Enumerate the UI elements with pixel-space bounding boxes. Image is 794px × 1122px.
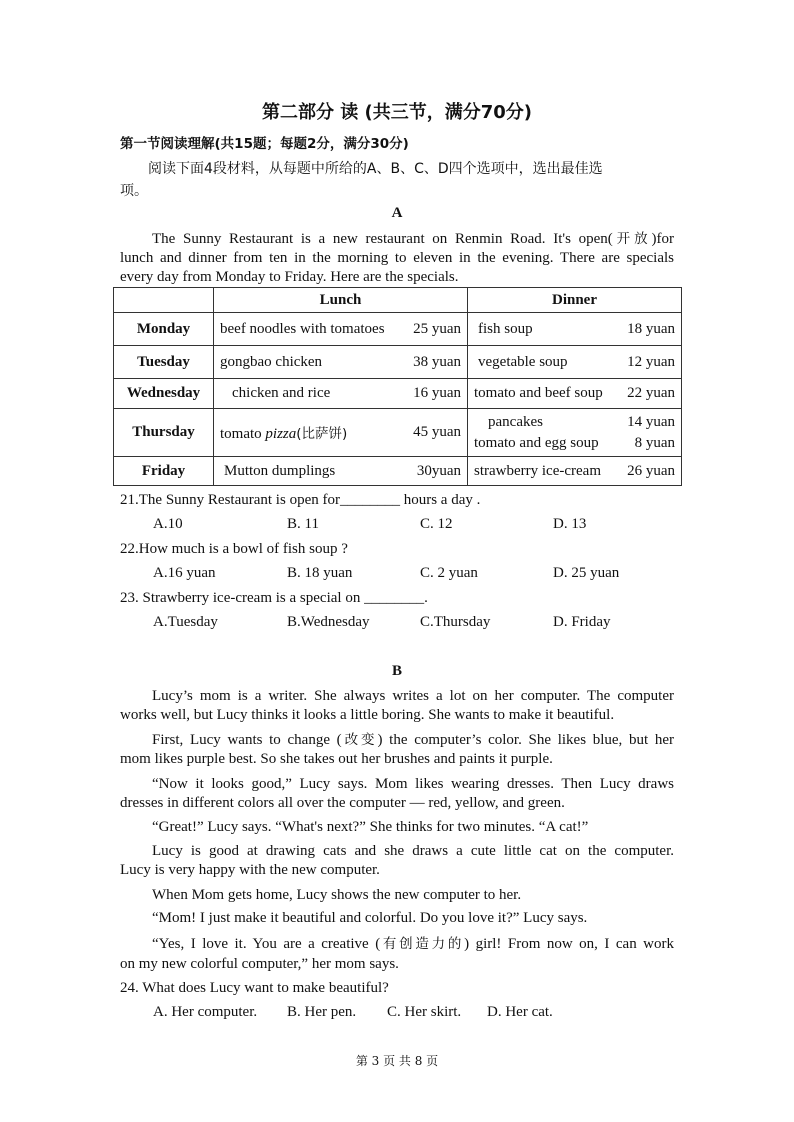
question-21-option-a[interactable]: A.10 <box>153 516 183 532</box>
question-21-option-b[interactable]: B. 11 <box>287 516 319 532</box>
passage-a-line-2: lunch and dinner from ten in the morning to eleven in the evening. There are specials <box>120 250 674 266</box>
question-23-option-b[interactable]: B.Wednesday <box>287 614 370 630</box>
passage-b-p4: “Great!” Lucy says. “What's next?” She thinks for two minutes. “A cat!” <box>152 819 589 835</box>
passage-b-p3-line-1: “Now it looks good,” Lucy says. Mom likes wearing dresses. Then Lucy draws <box>152 776 674 792</box>
header-lunch: Lunch <box>214 288 468 313</box>
question-24-option-b[interactable]: B. Her pen. <box>287 1004 357 1020</box>
table-row <box>114 457 682 486</box>
instruction-line-2: 项。 <box>120 183 148 199</box>
lunch-cell: Mutton dumplings 30yuan <box>214 457 468 486</box>
question-22-option-b[interactable]: B. 18 yuan <box>287 565 353 581</box>
passage-a-letter: A <box>391 205 403 221</box>
lunch-cell: beef noodles with tomatoes 25 yuan <box>214 313 468 346</box>
lunch-cell: tomato pizza(比萨饼) 45 yuan <box>214 409 468 457</box>
section-title: 第一节阅读理解(共15题；每题2分，满分30分) <box>120 136 409 152</box>
passage-b-p3-line-2: dresses in different colors all over the computer — red, yellow, and green. <box>120 795 565 811</box>
lunch-cell: gongbao chicken 38 yuan <box>214 346 468 379</box>
passage-b-p8-line-1: “Yes, I love it. You are a creative (有创造力的) girl! From now on, I can work <box>152 936 675 952</box>
question-22-option-a[interactable]: A.16 yuan <box>153 565 216 581</box>
day-cell: Wednesday <box>114 379 214 409</box>
table-row <box>114 313 682 346</box>
passage-b-p5-line-1: Lucy is good at drawing cats and she draws a cute little cat on the computer. <box>152 843 674 859</box>
question-22-stem: 22.How much is a bowl of fish soup ? <box>120 541 348 557</box>
question-23-option-a[interactable]: A.Tuesday <box>153 614 218 630</box>
table-header-row <box>114 288 682 313</box>
passage-b-p1-line-1: Lucy’s mom is a writer. She always writes a lot on her computer. The computer <box>152 688 674 704</box>
table-row <box>114 409 682 457</box>
dinner-cell: vegetable soup 12 yuan <box>468 346 682 379</box>
day-cell: Monday <box>114 313 214 346</box>
dinner-cell: strawberry ice-cream 26 yuan <box>468 457 682 486</box>
passage-b-p2-line-1: First, Lucy wants to change (改变) the computer’s color. She likes blue, but her <box>152 732 675 748</box>
table-row <box>114 346 682 379</box>
passage-a-line-3: every day from Monday to Friday. Here are the specials. <box>120 269 459 285</box>
day-cell: Friday <box>114 457 214 486</box>
instruction-line-1: 阅读下面4段材料，从每题中所给的A、B、C、D四个选项中，选出最佳选 <box>148 161 603 177</box>
lunch-cell: chicken and rice 16 yuan <box>214 379 468 409</box>
question-22-option-d[interactable]: D. 25 yuan <box>553 565 620 581</box>
question-22-option-c[interactable]: C. 2 yuan <box>420 565 478 581</box>
dinner-cell: pancakes 14 yuan tomato and egg soup 8 yuan <box>468 409 682 457</box>
question-24-stem: 24. What does Lucy want to make beautiful? <box>120 980 389 996</box>
specials-table <box>113 287 682 486</box>
part-title: 第二部分 读 (共三节，满分70分) <box>261 102 533 123</box>
dinner-cell: fish soup 18 yuan <box>468 313 682 346</box>
passage-a-line-1: The Sunny Restaurant is a new restaurant on Renmin Road. It's open(开放)for <box>152 231 674 247</box>
dinner-cell: tomato and beef soup 22 yuan <box>468 379 682 409</box>
question-23-stem: 23. Strawberry ice-cream is a special on ________. <box>120 590 428 606</box>
passage-b-p1-line-2: works well, but Lucy thinks it looks a little boring. She wants to make it beautiful. <box>120 707 615 723</box>
header-dinner: Dinner <box>468 288 682 313</box>
page-footer: 第 3 页 共 8 页 <box>355 1054 439 1068</box>
question-23-option-d[interactable]: D. Friday <box>553 614 611 630</box>
day-cell: Thursday <box>114 409 214 457</box>
passage-b-p2-line-2: mom likes purple best. So she takes out her brushes and paints it purple. <box>120 751 553 767</box>
question-21-option-c[interactable]: C. 12 <box>420 516 453 532</box>
table-row <box>114 379 682 409</box>
passage-b-letter: B <box>391 663 402 679</box>
question-24-option-a[interactable]: A. Her computer. <box>153 1004 258 1020</box>
question-24-option-c[interactable]: C. Her skirt. <box>387 1004 462 1020</box>
question-23-option-c[interactable]: C.Thursday <box>420 614 491 630</box>
header-day <box>114 288 214 313</box>
passage-b-p7: “Mom! I just make it beautiful and colorful. Do you love it?” Lucy says. <box>152 910 588 926</box>
question-24-option-d[interactable]: D. Her cat. <box>487 1004 553 1020</box>
passage-b-p6: When Mom gets home, Lucy shows the new computer to her. <box>152 887 522 903</box>
question-21-stem: 21.The Sunny Restaurant is open for________ hours a day . <box>120 492 481 508</box>
passage-b-p8-line-2: on my new colorful computer,” her mom says. <box>120 956 399 972</box>
day-cell: Tuesday <box>114 346 214 379</box>
passage-b-p5-line-2: Lucy is very happy with the new computer. <box>120 862 380 878</box>
question-21-option-d[interactable]: D. 13 <box>553 516 587 532</box>
